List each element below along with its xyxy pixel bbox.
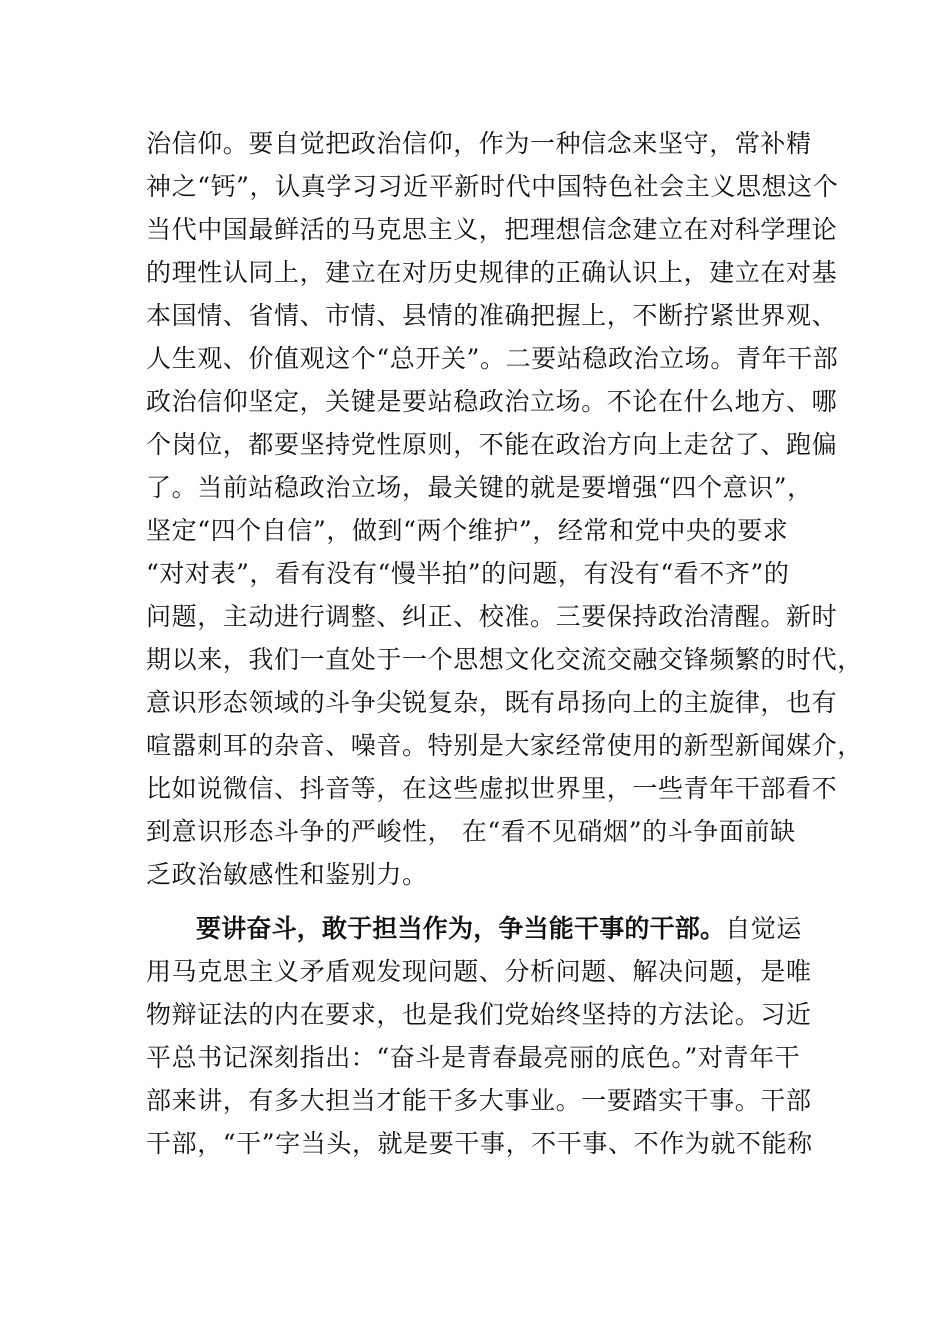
text-line: 的理性认同上，建立在对历史规律的正确认识上，建立在对基 <box>146 258 838 287</box>
text-line: 期以来，我们一直处于一个思想文化交流交融交锋频繁的时代， <box>146 645 863 674</box>
paragraph-first-line <box>146 907 836 950</box>
text-line: 人生观、价值观这个“总开关”。二要站稳政治立场。青年干部 <box>146 344 839 373</box>
text-line: 了。当前站稳政治立场，最关键的就是要增强“四个意识”， <box>146 473 813 502</box>
paragraph-heading-continuation: 自觉运 <box>725 914 803 943</box>
text-line: 坚定“四个自信”，做到“两个维护”，经常和党中央的要求 <box>146 516 789 545</box>
text-line: 问题，主动进行调整、纠正、校准。三要保持政治清醒。新时 <box>146 602 838 631</box>
text-line: 神之“钙”，认真学习习近平新时代中国特色社会主义思想这个 <box>146 172 839 201</box>
text-line: 干部，“干”字当头，就是要干事，不干事、不作为就不能称 <box>146 1129 813 1158</box>
text-line: 物辩证法的内在要求，也是我们党始终坚持的方法论。习近 <box>146 1000 812 1029</box>
text-line: 乏政治敏感性和鉴别力。 <box>146 860 428 889</box>
text-line: 个岗位，都要坚持党性原则，不能在政治方向上走岔了、跑偏 <box>146 430 838 459</box>
text-line: 治信仰。要自觉把政治信仰，作为一种信念来坚守，常补精 <box>146 129 812 158</box>
document-body <box>146 122 863 1165</box>
text-line: 意识形态领域的斗争尖锐复杂，既有昂扬向上的主旋律，也有 <box>146 688 838 717</box>
text-line: 政治信仰坚定，关键是要站稳政治立场。不论在什么地方、哪 <box>146 387 838 416</box>
text-line: “对对表”，看有没有“慢半拍”的问题，有没有“看不齐”的 <box>146 559 790 588</box>
text-line: 到意识形态斗争的严峻性， 在“看不见硝烟”的斗争面前缺 <box>146 817 796 846</box>
paragraph-spacer <box>146 896 836 907</box>
paragraph-struggle <box>146 907 836 1165</box>
paragraph-heading: 要讲奋斗，敢于担当作为，争当能干事的干部。 <box>196 914 726 943</box>
text-line: 比如说微信、抖音等，在这些虚拟世界里，一些青年干部看不 <box>146 774 838 803</box>
text-line: 本国情、省情、市情、县情的准确把握上，不断拧紧世界观、 <box>146 301 838 330</box>
text-line: 平总书记深刻指出：“奋斗是青春最亮丽的底色。”对青年干 <box>146 1043 801 1072</box>
text-line: 部来讲，有多大担当才能干多大事业。一要踏实干事。干部 <box>146 1086 812 1115</box>
paragraph-political-belief <box>146 122 863 896</box>
text-line: 当代中国最鲜活的马克思主义，把理想信念建立在对科学理论 <box>146 215 838 244</box>
text-line: 用马克思主义矛盾观发现问题、分析问题、解决问题，是唯 <box>146 957 812 986</box>
text-line: 喧嚣刺耳的杂音、噪音。特别是大家经常使用的新型新闻媒介， <box>146 731 863 760</box>
